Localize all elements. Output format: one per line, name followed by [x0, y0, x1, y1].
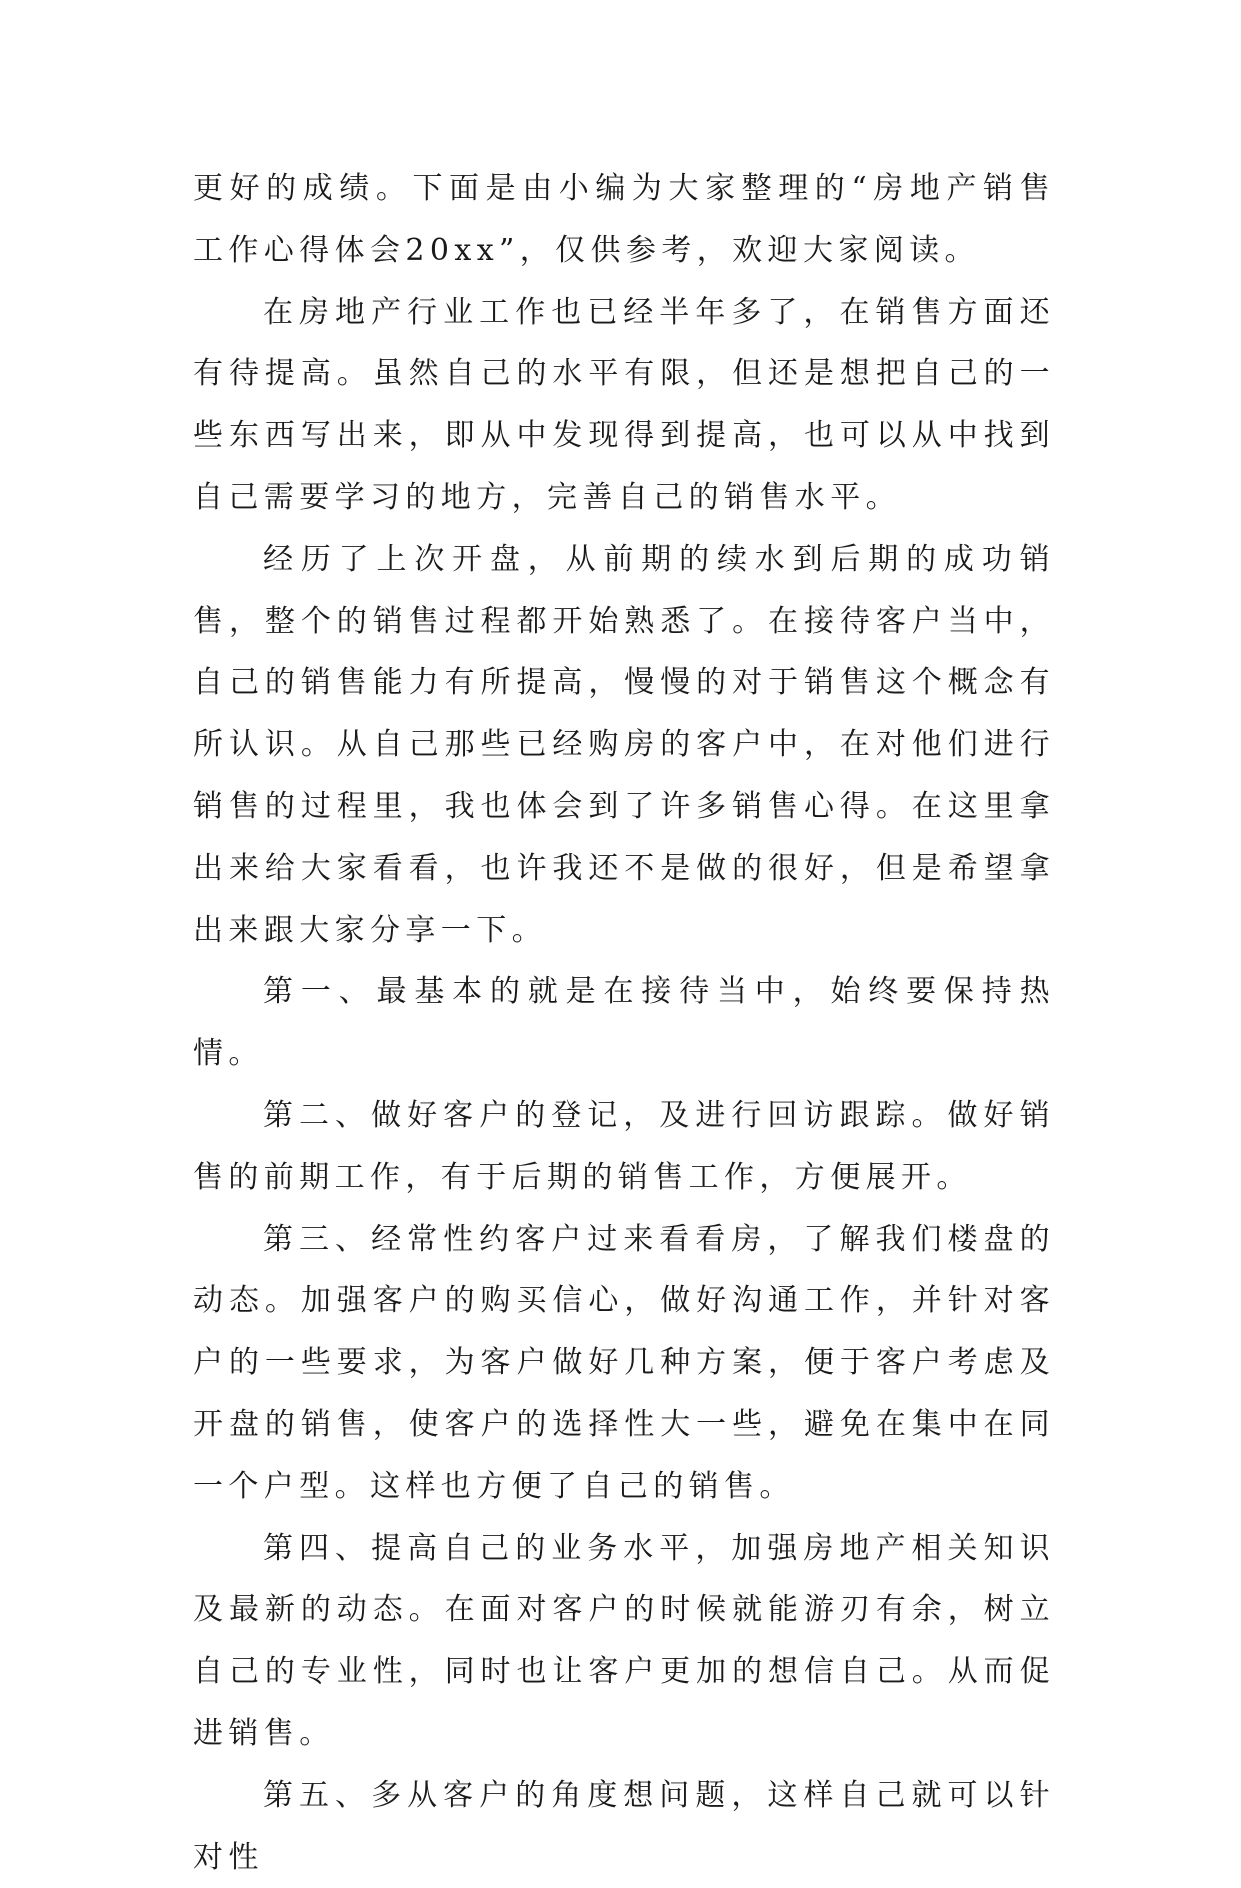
paragraph-point-two: 第二、做好客户的登记，及进行回访跟踪。做好销售的前期工作，有于后期的销售工作，方便展开。: [193, 1097, 1055, 1195]
document-body: [193, 158, 1055, 1888]
paragraph-point-five: 第五、多从客户的角度想问题，这样自己就可以针对性: [193, 1777, 1055, 1875]
paragraph-point-four: 第四、提高自己的业务水平，加强房地产相关知识及最新的动态。在面对客户的时候就能游刃有余，树立自己的专业性，同时也让客户更加的想信自己。从而促进销售。: [193, 1530, 1055, 1751]
paragraph-experience: 经历了上次开盘，从前期的续水到后期的成功销售，整个的销售过程都开始熟悉了。在接待客户当中，自己的销售能力有所提高，慢慢的对于销售这个概念有所认识。从自己那些已经购房的客户中，在对他们进行销售的过程里，我也体会到了许多销售心得。在这里拿出来给大家看看，也许我还不是做的很好，但是希望拿出来跟大家分享一下。: [193, 541, 1055, 948]
paragraph-point-one: 第一、最基本的就是在接待当中，始终要保持热情。: [193, 974, 1055, 1072]
paragraph-half-year: 在房地产行业工作也已经半年多了，在销售方面还有待提高。虽然自己的水平有限，但还是想把自己的一些东西写出来，即从中发现得到提高，也可以从中找到自己需要学习的地方，完善自己的销售水平。: [193, 294, 1055, 515]
paragraph-point-three: 第三、经常性约客户过来看看房，了解我们楼盘的动态。加强客户的购买信心，做好沟通工作，并针对客户的一些要求，为客户做好几种方案，便于客户考虑及开盘的销售，使客户的选择性大一些，避免在集中在同一个户型。这样也方便了自己的销售。: [193, 1221, 1055, 1504]
paragraph-intro: 更好的成绩。下面是由小编为大家整理的“房地产销售工作心得体会20xx”，仅供参考，欢迎大家阅读。: [193, 171, 1055, 268]
